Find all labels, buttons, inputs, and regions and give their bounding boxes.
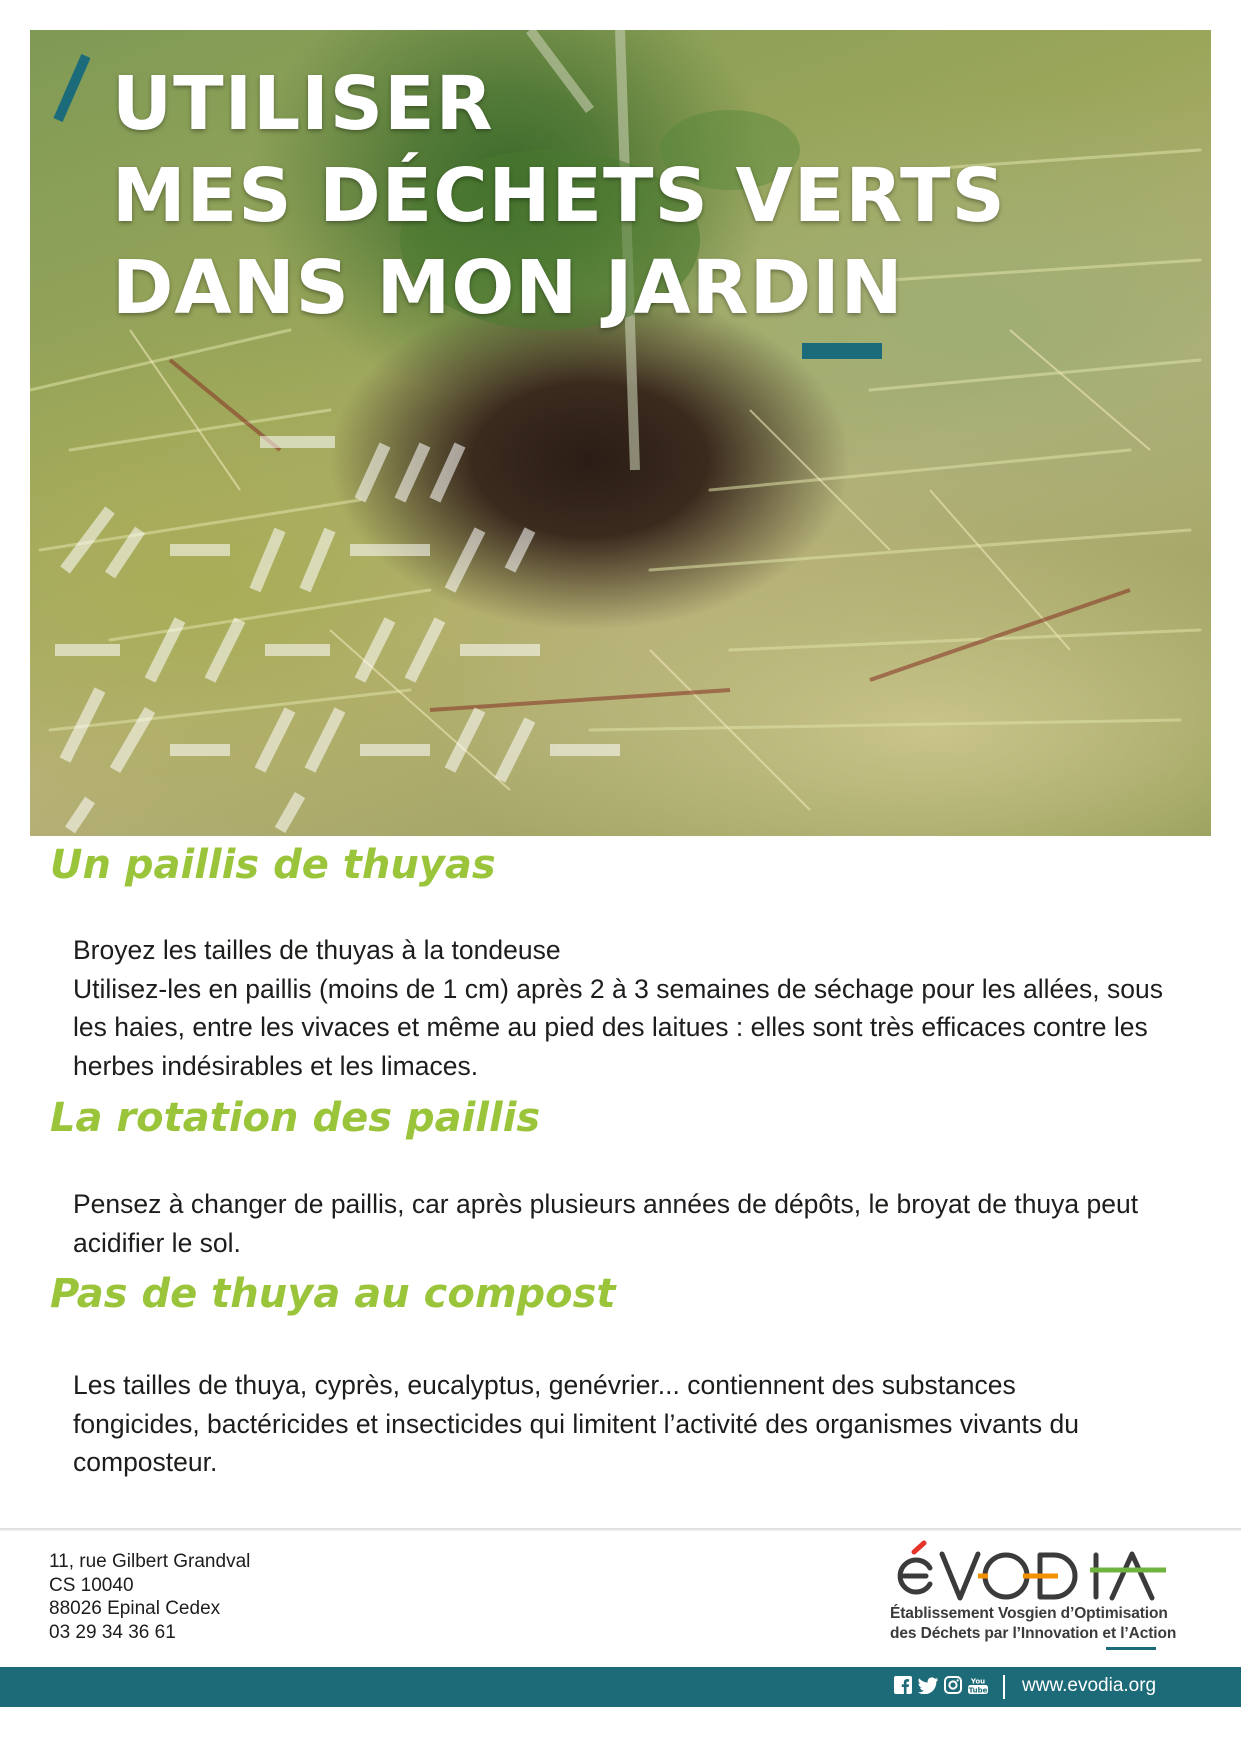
- svg-text:Tube: Tube: [968, 1686, 988, 1694]
- evodia-logo: [890, 1540, 1180, 1650]
- social-links: [894, 1676, 989, 1694]
- logo-underline: [1106, 1647, 1156, 1650]
- address-line: 11, rue Gilbert Grandval: [49, 1551, 251, 1572]
- website-link[interactable]: www.evodia.org: [1022, 1675, 1157, 1696]
- instagram-icon[interactable]: [944, 1676, 962, 1694]
- section-body-paillis: [73, 931, 1193, 1085]
- hero-image: [30, 30, 1211, 836]
- section-title-paillis: Un paillis de thuyas: [50, 842, 496, 888]
- postal-address: [49, 1550, 250, 1644]
- footer-bar: [0, 1667, 1241, 1707]
- youtube-icon[interactable]: [967, 1676, 989, 1694]
- evodia-logo-mark: [890, 1540, 1170, 1602]
- page-title: UTILISER MES DÉCHETS VERTS DANS MON JARDIN: [112, 61, 1006, 331]
- footer-separator: [1003, 1675, 1005, 1699]
- paragraph: Utilisez-les en paillis (moins de 1 cm) après 2 à 3 semaines de séchage pour les allées, sous les haies, entre les vivaces et même au pied des laitues : elles sont très efficaces contre les herbes indésirables et les limaces.: [73, 973, 1163, 1081]
- section-title-rotation: La rotation des paillis: [50, 1095, 541, 1141]
- paragraph: Broyez les tailles de thuyas à la tondeuse: [73, 935, 561, 965]
- address-line: CS 10040: [49, 1574, 134, 1596]
- section-body-compost: [73, 1366, 1133, 1482]
- twitter-icon[interactable]: [917, 1676, 939, 1694]
- address-line: 88026 Epinal Cedex: [49, 1598, 221, 1619]
- footer-divider: [0, 1528, 1241, 1531]
- dash-pattern-overlay: [30, 30, 1211, 836]
- section-title-compost: Pas de thuya au compost: [50, 1271, 616, 1317]
- phone-number: 03 29 34 36 61: [49, 1621, 176, 1643]
- paragraph: Les tailles de thuya, cyprès, eucalyptus, genévrier... contiennent des substances fongicides, bactéricides et insecticides qui limitent l’activité des organismes vivants du composteur.: [73, 1370, 1080, 1477]
- paragraph: Pensez à changer de paillis, car après plusieurs années de dépôts, le broyat de thuya peut acidifier le sol.: [73, 1189, 1139, 1258]
- section-body-rotation: [73, 1185, 1193, 1262]
- svg-text:You: You: [970, 1677, 986, 1686]
- facebook-icon[interactable]: [894, 1676, 912, 1694]
- logo-subtitle: Établissement Vosgien d’Optimisation des Déchets par l’Innovation et l’Action: [890, 1605, 1177, 1642]
